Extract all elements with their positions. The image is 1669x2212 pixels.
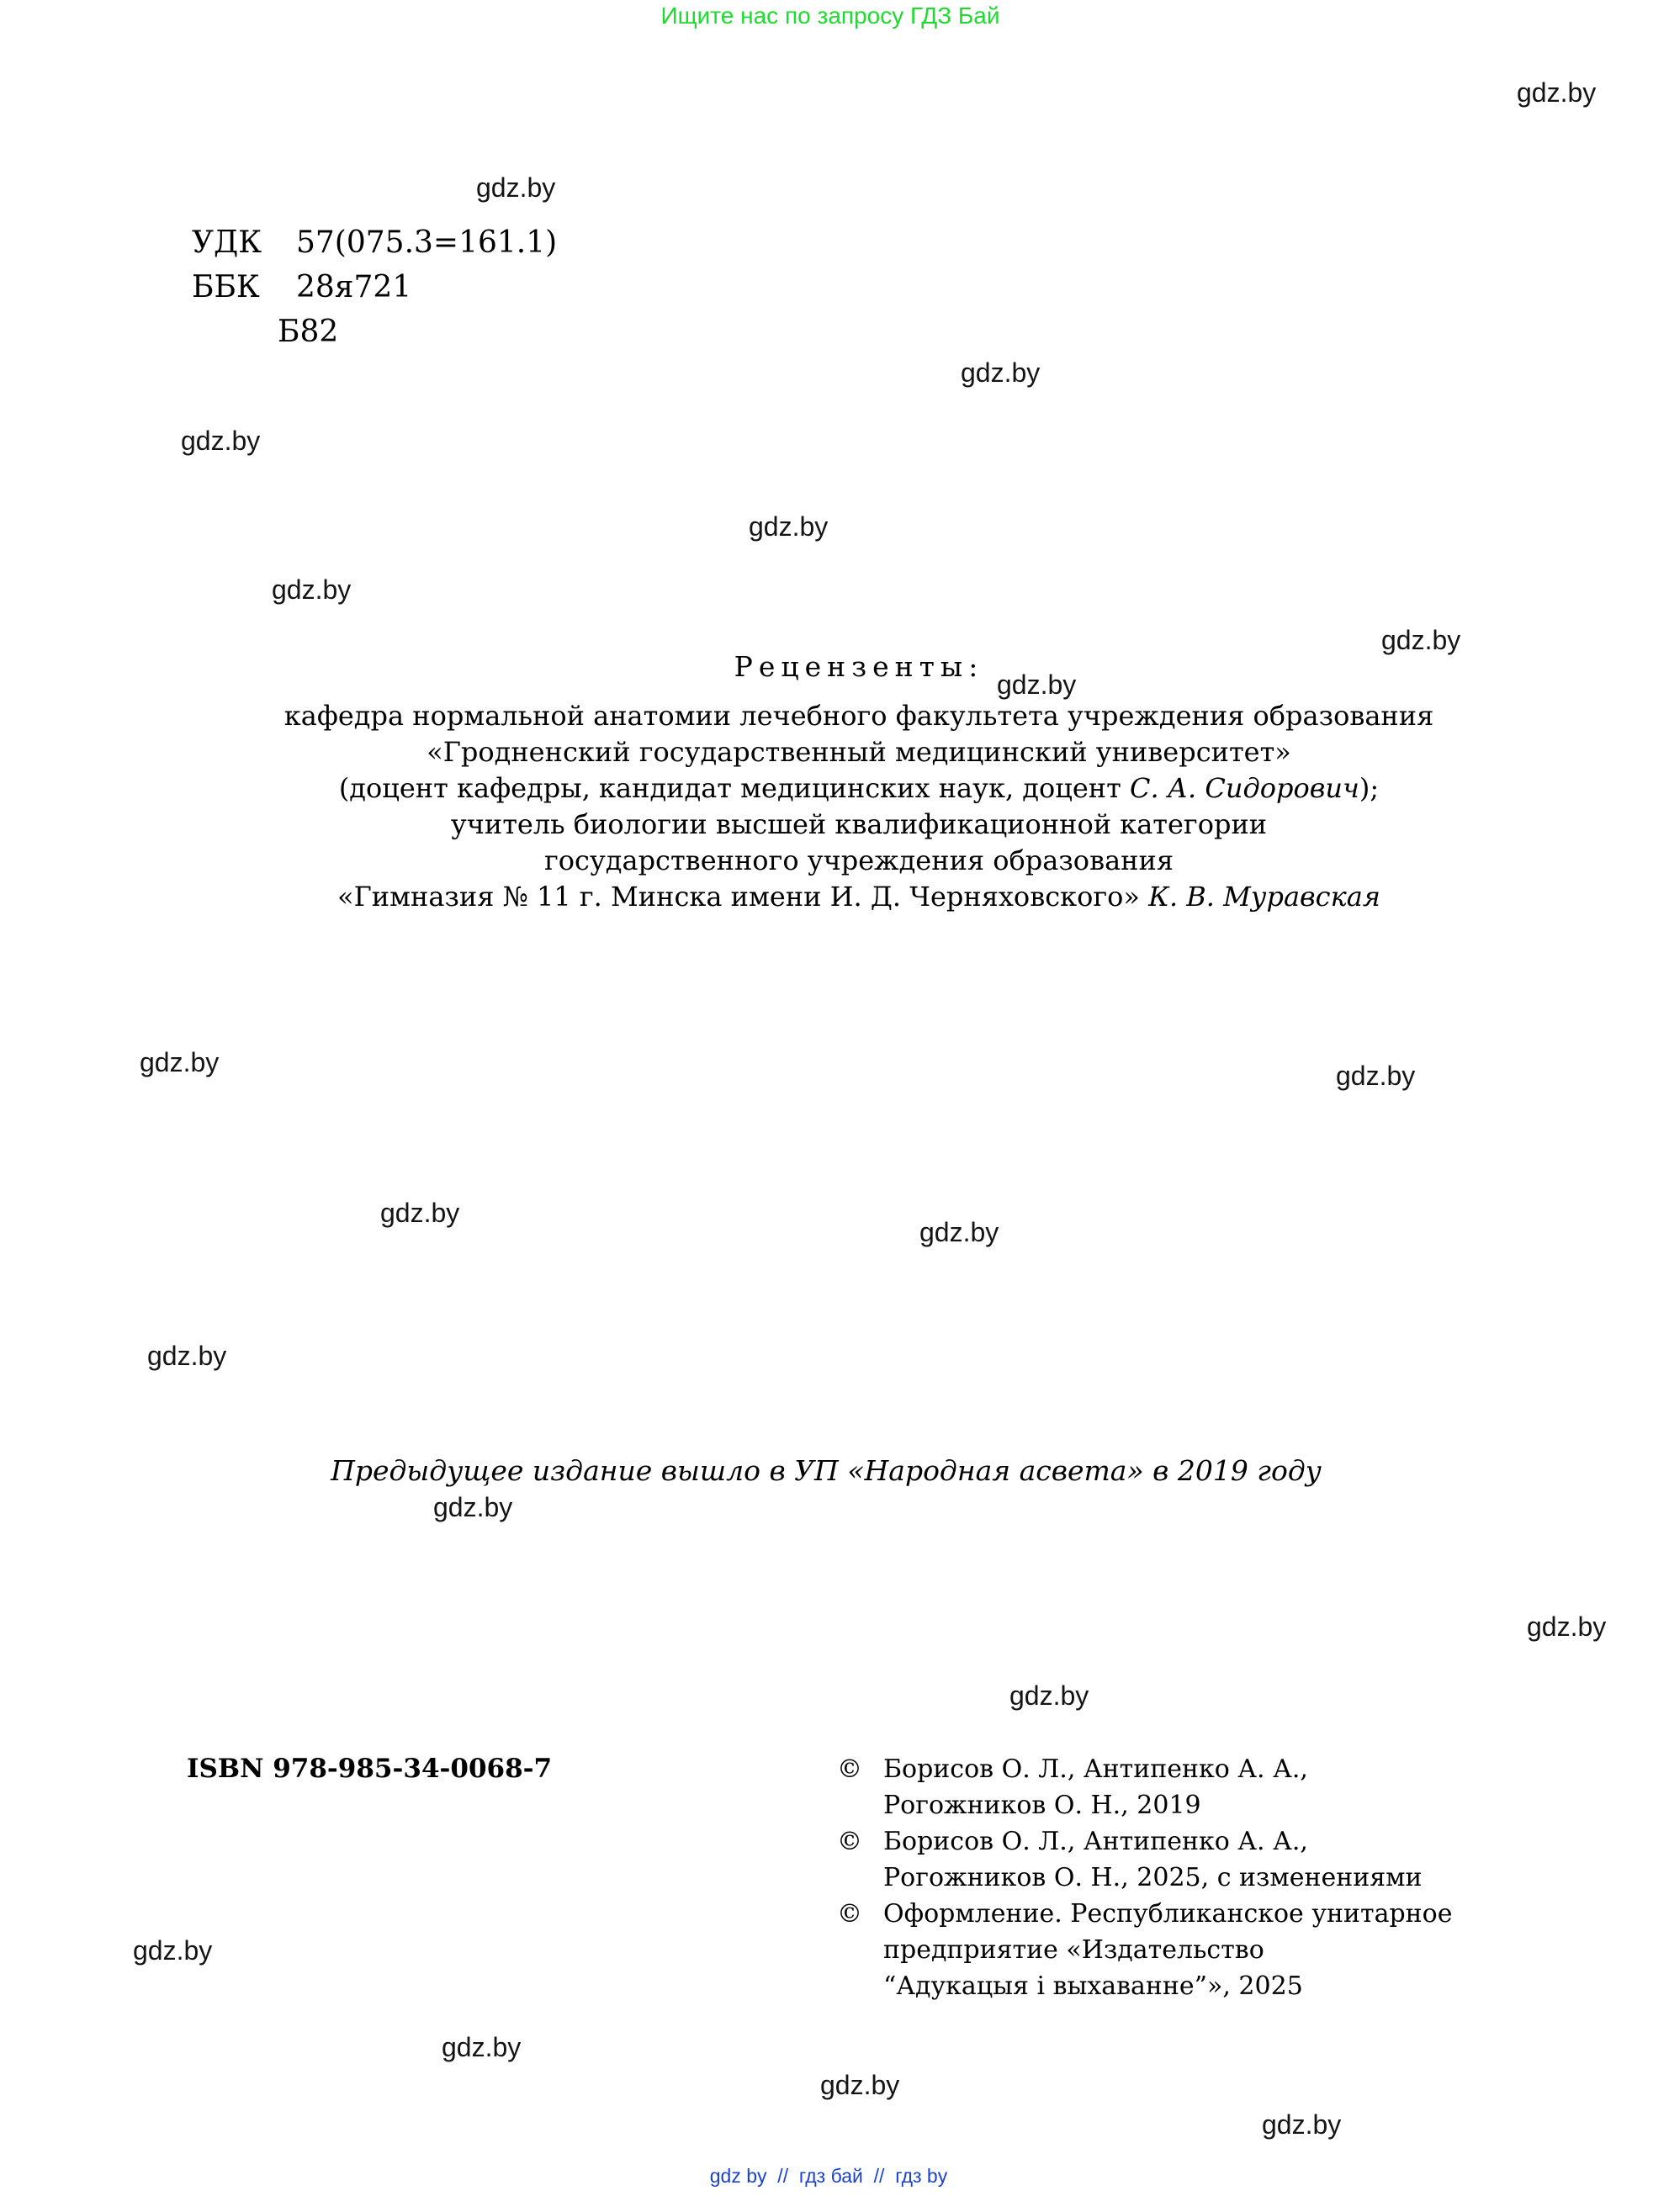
copyright-symbol: © (837, 1754, 862, 1784)
bbk-row (192, 265, 557, 310)
gdz-watermark: gdz.by (380, 1198, 460, 1228)
reviewer-line-4: учитель биологии высшей квалификационной категории (450, 808, 1268, 840)
copyright-entry (837, 1896, 1493, 2004)
bbk-value: 28я721 (296, 270, 412, 304)
reviewer-line-3-suffix: ); (1359, 772, 1380, 804)
bbk-label: ББК (192, 270, 260, 304)
gdz-watermark: gdz.by (147, 1341, 227, 1371)
gdz-watermark: gdz.by (140, 1047, 220, 1077)
gdz-watermark: gdz.by (919, 1217, 999, 1247)
isbn: ISBN 978-985-34-0068-7 (187, 1754, 553, 1784)
gdz-watermark: gdz.by (1517, 77, 1597, 108)
gdz-watermark: gdz.by (749, 511, 829, 542)
gdz-watermark: gdz.by (961, 357, 1041, 388)
reviewer-line-5: государственного учреждения образования (544, 844, 1174, 876)
copyright-symbol: © (837, 1899, 862, 1929)
gdz-watermark: gdz.by (133, 1935, 213, 1966)
copyright-entry (837, 1823, 1493, 1896)
udk-row (192, 220, 557, 265)
reviewers-heading: Рецензенты: (734, 650, 984, 683)
copyright-text (883, 1823, 1493, 1896)
copyright-line: предприятие «Издательство (883, 1935, 1264, 1965)
gdz-watermark: gdz.by (442, 2032, 522, 2062)
copyright-text (883, 1751, 1493, 1823)
copyright-symbol: © (837, 1827, 862, 1856)
reviewer-name: К. В. Муравская (1148, 881, 1380, 913)
book-code-row (192, 310, 557, 354)
gdz-watermark: gdz.by (1527, 1611, 1607, 1642)
reviewer-line-6 (49, 879, 1669, 915)
copyright-line: Оформление. Республиканское унитарное (883, 1899, 1453, 1929)
copyright-line: Борисов О. Л., Антипенко А. А., (883, 1754, 1308, 1784)
reviewer-line-6-text: «Гимназия № 11 г. Минска имени И. Д. Черняховского» (337, 881, 1149, 913)
gdz-watermark: gdz.by (1009, 1680, 1089, 1711)
reviewer-line-3-text: (доцент кафедры, кандидат медицинских наук, доцент (338, 772, 1130, 804)
copyright-line: Рогожников О. Н., 2019 (883, 1791, 1201, 1820)
gdz-watermark: gdz.by (1381, 625, 1461, 655)
book-code: Б82 (278, 315, 339, 349)
reviewer-line-1: кафедра нормальной анатомии лечебного факультета учреждения образования (283, 700, 1434, 732)
reviewer-line-3 (49, 770, 1669, 807)
udk-value: 57(075.3=161.1) (296, 225, 558, 260)
copyright-line: Рогожников О. Н., 2025, с изменениями (883, 1863, 1423, 1892)
gdz-watermark: gdz.by (433, 1492, 513, 1522)
gdz-watermark: gdz.by (997, 669, 1077, 700)
reviewer-line-2: «Гродненский государственный медицинский университет» (427, 736, 1291, 768)
reviewers-block (49, 648, 1669, 915)
promo-banner: Ищите нас по запросу ГДЗ Бай (660, 3, 1000, 29)
copyright-entry (837, 1751, 1493, 1823)
gdz-watermark: gdz.by (181, 426, 261, 456)
copyright-block (837, 1751, 1493, 2004)
copyright-line: “Адукацыя і выхаванне”», 2025 (883, 1971, 1303, 2001)
gdz-watermark: gdz.by (272, 574, 352, 605)
gdz-watermark: gdz.by (476, 172, 556, 203)
footer-links: gdz by // гдз бай // гдз by (709, 2165, 948, 2187)
copyright-text (883, 1896, 1493, 2004)
gdz-watermark: gdz.by (1262, 2109, 1342, 2140)
edition-note: Предыдущее издание вышло в УП «Народная асвета» в 2019 году (331, 1454, 1322, 1487)
reviewer-name: С. А. Сидорович (1129, 772, 1359, 804)
gdz-watermark: gdz.by (1336, 1061, 1416, 1091)
copyright-line: Борисов О. Л., Антипенко А. А., (883, 1827, 1308, 1856)
bibliographic-codes (192, 220, 557, 354)
udk-label: УДК (192, 225, 262, 260)
gdz-watermark: gdz.by (820, 2070, 900, 2100)
